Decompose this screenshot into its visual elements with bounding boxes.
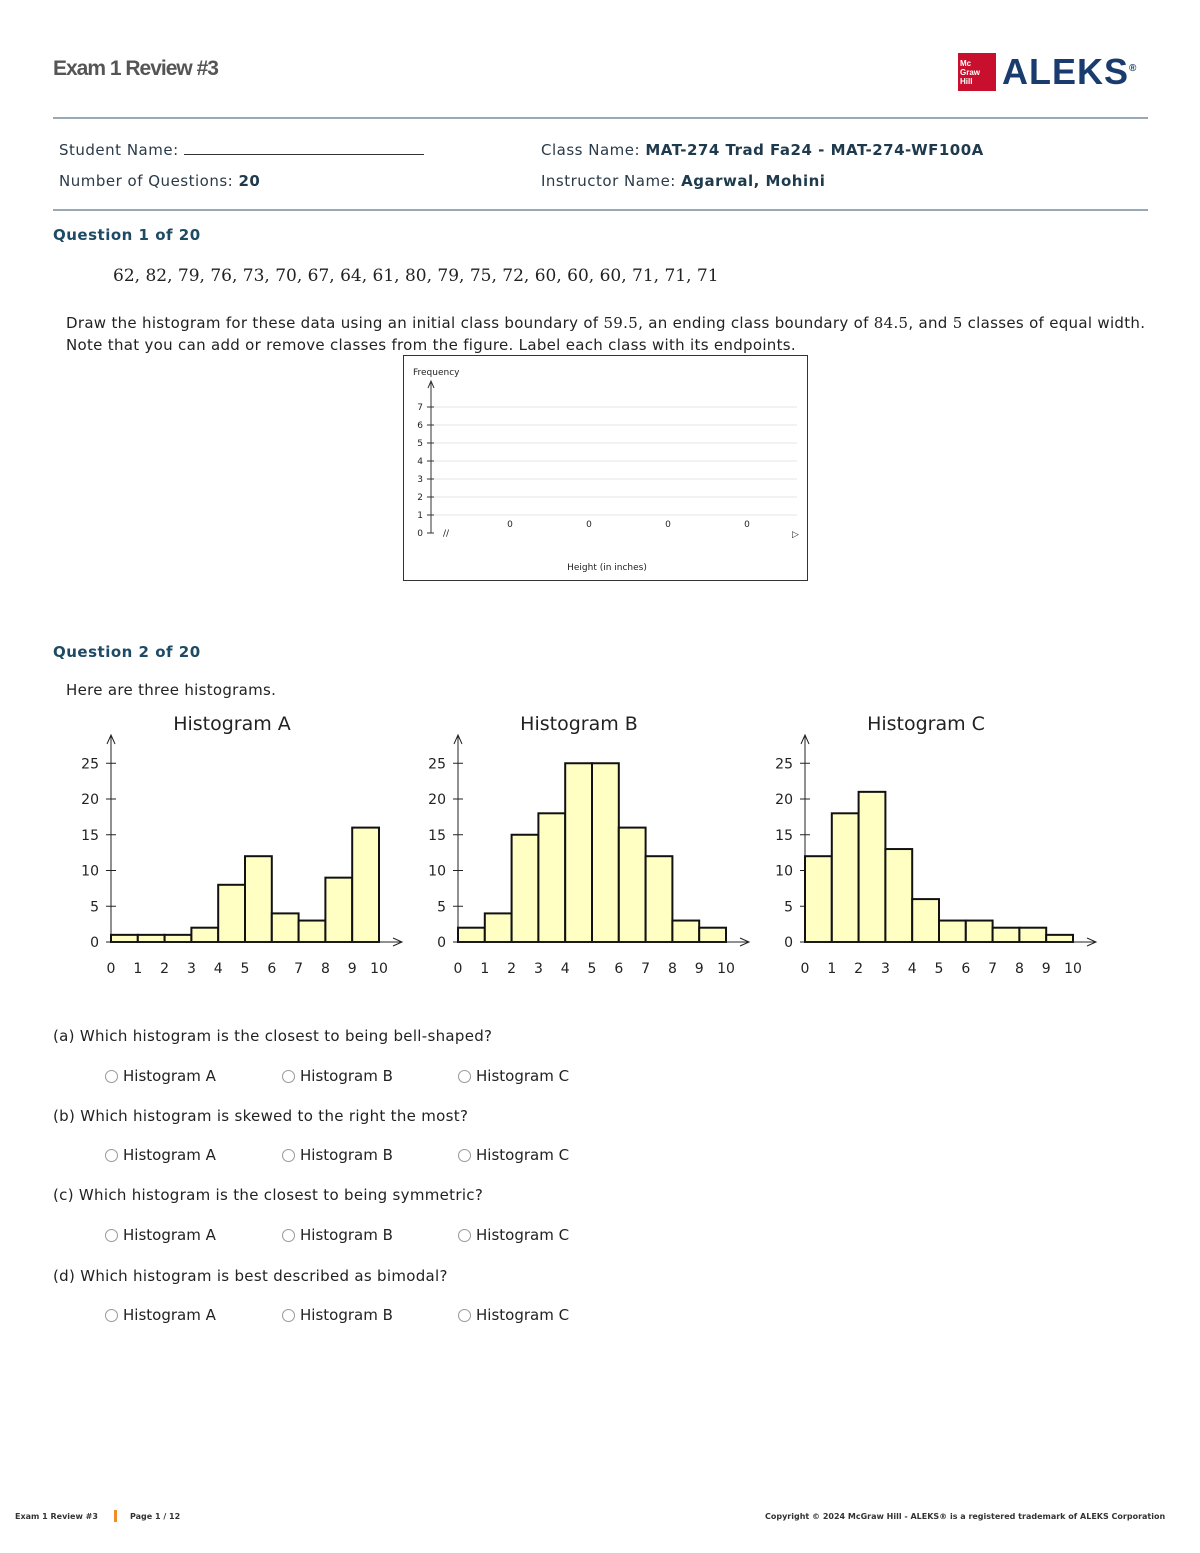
histogram-b-title: Histogram B	[520, 713, 638, 735]
radio-button-icon[interactable]	[105, 1309, 118, 1322]
histogram-a-bar	[111, 935, 138, 942]
x-tick-label: 10	[1064, 961, 1082, 977]
meta-divider	[53, 209, 1148, 211]
q1-y-tick-label: 5	[417, 439, 423, 449]
x-tick-label: 10	[370, 961, 388, 977]
histogram-c-bar	[859, 792, 886, 942]
student-name-blank	[184, 142, 424, 155]
histogram-a-chart	[70, 706, 415, 986]
histogram-c-bar	[832, 813, 859, 942]
histogram-a-bar	[352, 828, 379, 942]
y-tick-label: 0	[437, 935, 446, 951]
histogram-b-bar	[672, 921, 699, 942]
histogram-c-title: Histogram C	[867, 713, 985, 735]
histogram-c-chart	[764, 706, 1109, 986]
option-label: Histogram C	[476, 1306, 570, 1324]
part-b-option-a[interactable]	[105, 1146, 216, 1164]
y-tick-label: 0	[90, 935, 99, 951]
q1-bar-value-label: 0	[507, 520, 513, 530]
y-tick-label: 25	[428, 756, 446, 773]
histogram-c-bar	[966, 921, 993, 942]
q1-bar-value-label: 0	[744, 520, 750, 530]
x-tick-label: 2	[160, 961, 170, 977]
x-tick-label: 0	[800, 961, 810, 977]
number-of-questions: Number of Questions: 20	[59, 172, 261, 190]
part-c-option-b[interactable]	[282, 1226, 393, 1244]
question-1-histogram-canvas[interactable]	[403, 355, 808, 581]
part-a-option-c[interactable]	[458, 1067, 569, 1085]
option-label: Histogram C	[476, 1226, 570, 1244]
footer-page-number: Page 1 / 12	[130, 1512, 181, 1521]
histogram-a-bar	[191, 928, 218, 942]
footer-separator	[114, 1510, 117, 1522]
question-1-prompt: Draw the histogram for these data using an initial class boundary of 59.5, an ending class boundary of 84.5, and 5 classes of equal width. Note that you can add or remove classes from the figure. Label each class with its endpoints.	[66, 314, 1146, 354]
part-d-question: (d) Which histogram is best described as bimodal?	[53, 1267, 448, 1285]
x-tick-label: 2	[854, 961, 864, 977]
student-name-field: Student Name:	[59, 141, 424, 159]
histogram-b-bar	[565, 763, 592, 942]
x-tick-label: 10	[717, 961, 735, 977]
x-tick-label: 6	[267, 961, 277, 977]
x-tick-label: 6	[961, 961, 971, 977]
histogram-a-bar	[218, 885, 245, 942]
q1-y-axis-label: Frequency	[413, 368, 460, 378]
q1-y-tick-label: 7	[417, 403, 423, 413]
y-tick-label: 15	[775, 827, 793, 844]
instructor-name: Instructor Name: Agarwal, Mohini	[541, 172, 826, 190]
part-c-option-a[interactable]	[105, 1226, 216, 1244]
part-d-option-b[interactable]	[282, 1306, 393, 1324]
histogram-a-bar	[245, 856, 272, 942]
header-divider	[53, 117, 1148, 119]
radio-button-icon[interactable]	[105, 1229, 118, 1242]
x-tick-label: 3	[880, 961, 890, 977]
y-tick-label: 10	[775, 863, 793, 880]
y-tick-label: 15	[81, 827, 99, 844]
x-tick-label: 5	[587, 961, 597, 977]
footer-title: Exam 1 Review #3	[15, 1512, 98, 1521]
radio-button-icon[interactable]	[282, 1229, 295, 1242]
aleks-logo	[958, 52, 1137, 92]
x-tick-label: 8	[320, 961, 330, 977]
radio-button-icon[interactable]	[458, 1149, 471, 1162]
x-tick-label: 2	[507, 961, 517, 977]
histogram-c-bar	[912, 899, 939, 942]
q1-y-tick-label: 1	[417, 511, 423, 521]
part-a-option-a[interactable]	[105, 1067, 216, 1085]
radio-button-icon[interactable]	[458, 1070, 471, 1083]
histogram-a-bar	[165, 935, 192, 942]
radio-button-icon[interactable]	[282, 1070, 295, 1083]
x-tick-label: 7	[641, 961, 651, 977]
x-tick-label: 1	[480, 961, 490, 977]
option-label: Histogram A	[123, 1146, 216, 1164]
histogram-b-bar	[458, 928, 485, 942]
histogram-c-bar	[805, 856, 832, 942]
page-title: Exam 1 Review #3	[53, 57, 218, 80]
y-tick-label: 20	[775, 792, 793, 808]
y-tick-label: 5	[437, 899, 446, 916]
aleks-wordmark: ALEKS®	[1002, 51, 1138, 92]
x-tick-label: 7	[294, 961, 304, 977]
q1-bar-value-label: 0	[665, 520, 671, 530]
y-tick-label: 10	[428, 863, 446, 880]
histogram-a-bar	[299, 921, 326, 942]
part-b-question: (b) Which histogram is skewed to the right the most?	[53, 1107, 469, 1125]
radio-button-icon[interactable]	[105, 1149, 118, 1162]
q1-chart-svg[interactable]	[404, 356, 807, 580]
q1-y-tick-label: 2	[417, 493, 423, 503]
question-1-heading: Question 1 of 20	[53, 226, 201, 244]
question-2-heading: Question 2 of 20	[53, 643, 201, 661]
histogram-c-bar	[1019, 928, 1046, 942]
x-tick-label: 4	[213, 961, 223, 977]
part-c-option-c[interactable]	[458, 1226, 569, 1244]
y-tick-label: 20	[81, 792, 99, 808]
option-label: Histogram A	[123, 1226, 216, 1244]
radio-button-icon[interactable]	[282, 1149, 295, 1162]
histogram-b-bar	[512, 835, 539, 942]
x-tick-label: 7	[988, 961, 998, 977]
histogram-c-bar	[1046, 935, 1073, 942]
histogram-a-bar	[138, 935, 165, 942]
histogram-c-bar	[939, 921, 966, 942]
histogram-c-bar	[885, 849, 912, 942]
histogram-a-bar	[272, 913, 299, 942]
x-tick-label: 5	[934, 961, 944, 977]
radio-button-icon[interactable]	[458, 1309, 471, 1322]
option-label: Histogram B	[300, 1146, 393, 1164]
x-tick-label: 0	[453, 961, 463, 977]
part-a-option-b[interactable]	[282, 1067, 393, 1085]
part-a-question: (a) Which histogram is the closest to being bell-shaped?	[53, 1027, 493, 1045]
option-label: Histogram B	[300, 1306, 393, 1324]
q1-y-tick-label: 3	[417, 475, 423, 485]
question-2-intro: Here are three histograms.	[66, 681, 277, 699]
x-tick-label: 9	[694, 961, 704, 977]
x-tick-label: 4	[907, 961, 917, 977]
x-tick-label: 1	[133, 961, 143, 977]
x-tick-label: 8	[667, 961, 677, 977]
part-b-option-b[interactable]	[282, 1146, 393, 1164]
y-tick-label: 10	[81, 863, 99, 880]
y-tick-label: 5	[784, 899, 793, 916]
x-tick-label: 8	[1014, 961, 1024, 977]
x-tick-label: 9	[347, 961, 357, 977]
histogram-c-bar	[993, 928, 1020, 942]
x-tick-label: 3	[186, 961, 196, 977]
histogram-b-chart	[417, 706, 762, 986]
histogram-b-bar	[538, 813, 565, 942]
y-tick-label: 25	[775, 756, 793, 773]
x-tick-label: 1	[827, 961, 837, 977]
q1-x-axis-arrow: ▷	[792, 530, 799, 540]
x-tick-label: 6	[614, 961, 624, 977]
histogram-a-title: Histogram A	[173, 713, 291, 735]
histogram-b-bar	[485, 913, 512, 942]
option-label: Histogram C	[476, 1067, 570, 1085]
option-label: Histogram B	[300, 1226, 393, 1244]
part-d-option-a[interactable]	[105, 1306, 216, 1324]
radio-button-icon[interactable]	[282, 1309, 295, 1322]
class-name: Class Name: MAT-274 Trad Fa24 - MAT-274-WF100A	[541, 141, 984, 159]
part-d-option-c[interactable]	[458, 1306, 569, 1324]
option-label: Histogram C	[476, 1146, 570, 1164]
histogram-b-bar	[592, 763, 619, 942]
x-tick-label: 0	[106, 961, 116, 977]
q1-y-tick-label: 4	[417, 457, 423, 467]
q1-y-tick-label: 6	[417, 421, 423, 431]
y-tick-label: 15	[428, 827, 446, 844]
radio-button-icon[interactable]	[105, 1070, 118, 1083]
y-tick-label: 5	[90, 899, 99, 916]
part-c-question: (c) Which histogram is the closest to being symmetric?	[53, 1186, 484, 1204]
y-tick-label: 20	[428, 792, 446, 808]
x-tick-label: 3	[533, 961, 543, 977]
option-label: Histogram A	[123, 1306, 216, 1324]
q1-y-tick-label: 0	[417, 529, 423, 539]
histogram-b-bar	[646, 856, 673, 942]
x-tick-label: 5	[240, 961, 250, 977]
radio-button-icon[interactable]	[458, 1229, 471, 1242]
histogram-b-bar	[699, 928, 726, 942]
y-tick-label: 0	[784, 935, 793, 951]
mcgraw-hill-logo-icon: Mc Graw Hill	[958, 53, 996, 91]
option-label: Histogram B	[300, 1067, 393, 1085]
x-tick-label: 9	[1041, 961, 1051, 977]
q1-bar-value-label: 0	[586, 520, 592, 530]
part-b-option-c[interactable]	[458, 1146, 569, 1164]
option-label: Histogram A	[123, 1067, 216, 1085]
q1-axis-break: //	[443, 529, 450, 539]
histogram-a-bar	[325, 878, 352, 942]
x-tick-label: 4	[560, 961, 570, 977]
histogram-b-bar	[619, 828, 646, 942]
q1-x-axis-label: Height (in inches)	[567, 563, 647, 573]
footer-copyright: Copyright © 2024 McGraw Hill - ALEKS® is a registered trademark of ALEKS Corporation	[765, 1512, 1166, 1521]
question-1-data: 62, 82, 79, 76, 73, 70, 67, 64, 61, 80, 79, 75, 72, 60, 60, 60, 71, 71, 71	[113, 266, 719, 286]
y-tick-label: 25	[81, 756, 99, 773]
